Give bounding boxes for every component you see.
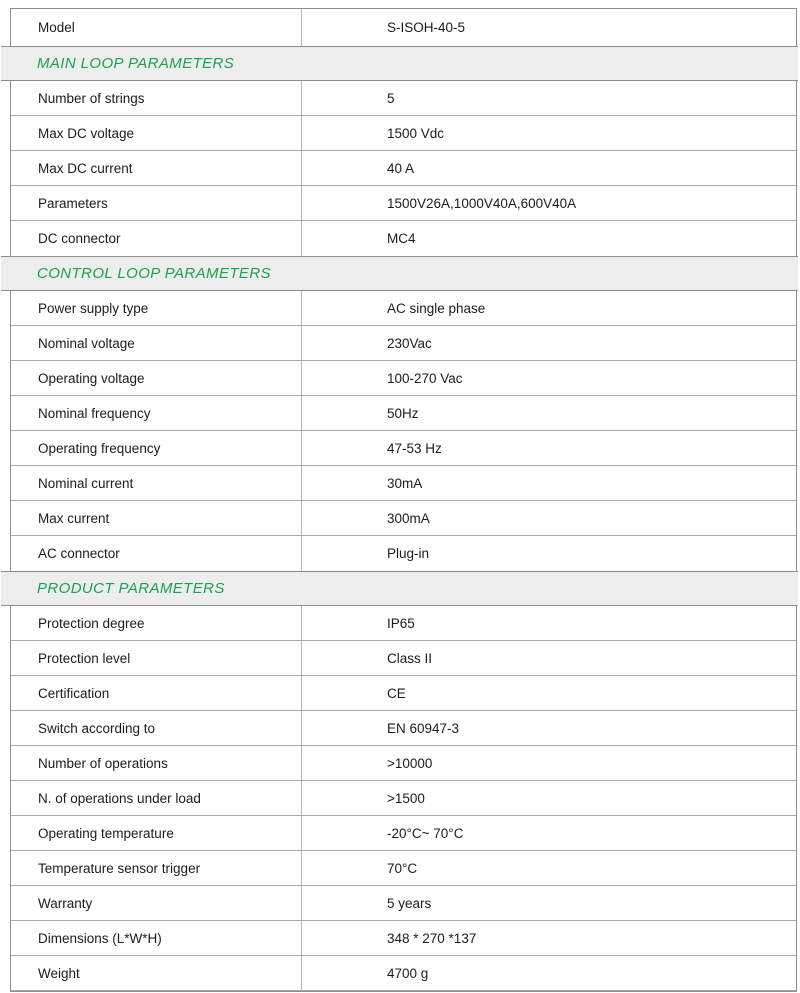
table-row	[11, 151, 796, 186]
spec-value: 348 * 270 *137	[387, 930, 477, 946]
spec-value: 70°C	[387, 860, 418, 876]
spec-value: 230Vac	[387, 335, 432, 351]
table-row	[11, 116, 796, 151]
table-row	[11, 921, 796, 956]
spec-label: DC connector	[11, 221, 302, 256]
spec-label: Protection degree	[11, 606, 302, 640]
section-header-control-loop	[1, 256, 798, 291]
spec-label: Nominal frequency	[11, 396, 302, 430]
spec-value: 1500 Vdc	[387, 125, 445, 141]
spec-value: 40 A	[387, 160, 415, 176]
spec-label: Dimensions (L*W*H)	[11, 921, 302, 955]
spec-value: CE	[387, 685, 406, 701]
table-row	[11, 816, 796, 851]
spec-label: Number of operations	[11, 746, 302, 780]
section-title: MAIN LOOP PARAMETERS	[37, 55, 235, 72]
spec-label: Model	[11, 9, 302, 46]
spec-value: >10000	[387, 755, 433, 771]
table-row	[11, 956, 796, 991]
section-title: PRODUCT PARAMETERS	[37, 580, 225, 597]
spec-value: MC4	[387, 231, 416, 246]
section-title: CONTROL LOOP PARAMETERS	[37, 265, 271, 282]
spec-label: Max current	[11, 501, 302, 535]
table-row	[11, 606, 796, 641]
table-row	[11, 361, 796, 396]
spec-label: Temperature sensor trigger	[11, 851, 302, 885]
spec-value: EN 60947-3	[387, 720, 460, 736]
spec-value: IP65	[387, 615, 415, 631]
spec-value: 100-270 Vac	[387, 370, 463, 386]
spec-value: Class II	[387, 650, 433, 666]
spec-label: Parameters	[11, 186, 302, 220]
table-row	[11, 886, 796, 921]
spec-value: 5 years	[387, 895, 432, 911]
spec-value: 47-53 Hz	[387, 440, 442, 456]
spec-value: 50Hz	[387, 405, 419, 421]
table-row	[11, 851, 796, 886]
table-row	[11, 9, 796, 46]
spec-label: Max DC voltage	[11, 116, 302, 150]
spec-label: Number of strings	[11, 81, 302, 115]
table-row	[11, 291, 796, 326]
spec-label: Max DC current	[11, 151, 302, 185]
table-row	[11, 396, 796, 431]
table-row	[11, 326, 796, 361]
table-row	[11, 781, 796, 816]
main-loop-rowgroup	[10, 81, 797, 256]
section-header-product	[1, 571, 798, 606]
spec-label: Protection level	[11, 641, 302, 675]
spec-value: 4700 g	[387, 965, 429, 981]
table-row	[11, 536, 796, 571]
table-row	[11, 501, 796, 536]
table-row	[11, 466, 796, 501]
spec-value: -20°C~ 70°C	[387, 825, 464, 841]
section-header-main-loop	[1, 46, 798, 81]
spec-label: Nominal voltage	[11, 326, 302, 360]
table-row	[11, 711, 796, 746]
spec-value: AC single phase	[387, 300, 486, 316]
spec-label: Operating voltage	[11, 361, 302, 395]
spec-label: Operating temperature	[11, 816, 302, 850]
spec-label: Warranty	[11, 886, 302, 920]
spec-value: 1500V26A,1000V40A,600V40A	[387, 195, 577, 211]
spec-value: 300mA	[387, 510, 430, 526]
spec-label: Nominal current	[11, 466, 302, 500]
spec-value: >1500	[387, 790, 425, 806]
control-loop-rowgroup	[10, 291, 797, 571]
table-row	[11, 81, 796, 116]
spec-value: S-ISOH-40-5	[387, 20, 466, 35]
model-rowgroup	[10, 8, 797, 46]
spec-label: Power supply type	[11, 291, 302, 325]
table-row	[11, 676, 796, 711]
spec-label: Weight	[11, 956, 302, 990]
spec-label: Operating frequency	[11, 431, 302, 465]
table-row	[11, 641, 796, 676]
table-row	[11, 186, 796, 221]
spec-label: AC connector	[11, 536, 302, 571]
spec-label: Certification	[11, 676, 302, 710]
spec-label: Switch according to	[11, 711, 302, 745]
spec-value: Plug-in	[387, 546, 430, 561]
table-row	[11, 431, 796, 466]
product-rowgroup	[10, 606, 797, 992]
spec-value: 5	[387, 90, 395, 106]
table-row	[11, 746, 796, 781]
spec-label: N. of operations under load	[11, 781, 302, 815]
table-row	[11, 221, 796, 256]
spec-value: 30mA	[387, 475, 423, 491]
